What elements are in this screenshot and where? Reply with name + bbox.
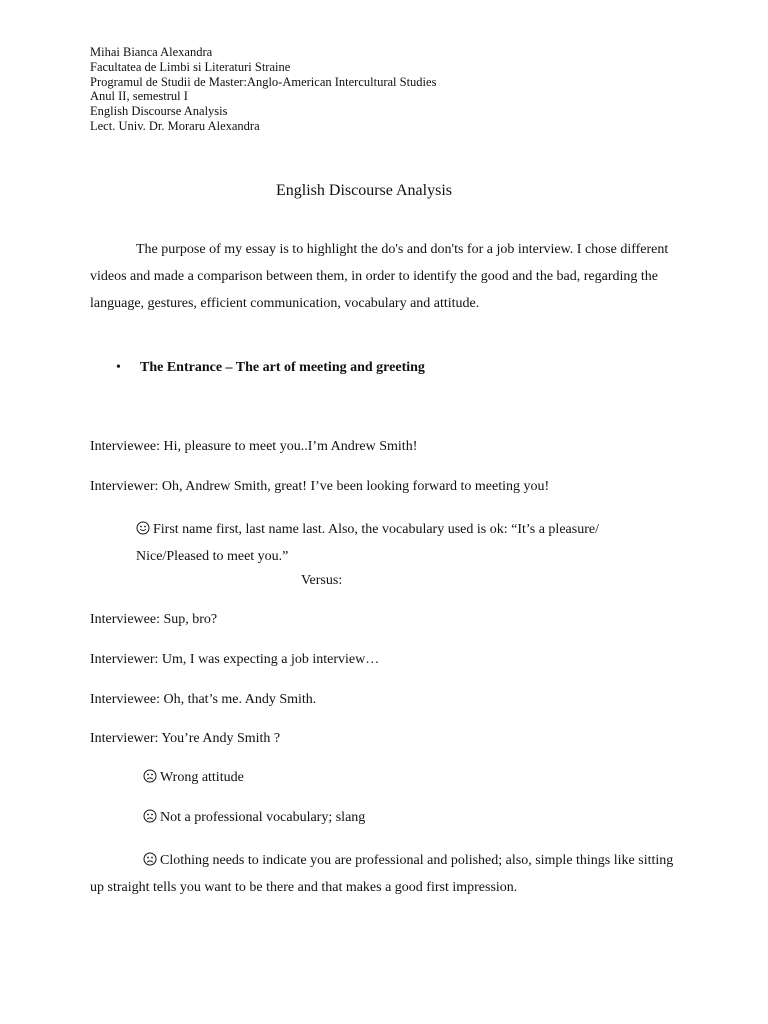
header-program: Programul de Studii de Master:Anglo-American Intercultural Studies (90, 74, 437, 89)
section-heading-text: The Entrance – The art of meeting and greeting (140, 360, 425, 375)
header-course: English Discourse Analysis (90, 104, 228, 119)
section-heading (116, 358, 425, 378)
sad-face-icon (143, 852, 157, 866)
header-author-name: Mihai Bianca Alexandra (90, 45, 213, 59)
dialogue-line: Interviewee: Hi, pleasure to meet you..I’m Andrew Smith! (90, 439, 418, 454)
bad-comment (90, 847, 690, 901)
intro-paragraph: The purpose of my essay is to highlight the do's and don'ts for a job interview. I chose different videos and made a comparison between them, in order to identify the good and the bad, regarding the language, gestures, efficient communication, vocabulary and attitude. (90, 242, 669, 311)
header-year-semester: Anul II, semestrul I (90, 89, 188, 104)
good-comment-text: First name first, last name last. Also, the vocabulary used is ok: “It’s a pleasure/ Nice/Pleased to meet you.” (136, 522, 599, 564)
sad-face-icon (143, 809, 157, 823)
bad-comment (143, 768, 244, 788)
smiley-face-icon (136, 521, 150, 535)
dialogue-line: Interviewee: Oh, that’s me. Andy Smith. (90, 692, 317, 707)
document-title: English Discourse Analysis (276, 182, 452, 199)
good-comment (136, 516, 656, 570)
header-lecturer: Lect. Univ. Dr. Moraru Alexandra (90, 118, 260, 133)
bad-comment (143, 808, 365, 828)
dialogue-line: Interviewer: Um, I was expecting a job interview… (90, 652, 380, 667)
bullet-icon: • (116, 360, 121, 375)
sad-face-icon (143, 769, 157, 783)
bad-comment-text: Clothing needs to indicate you are professional and polished; also, simple things like sitting up straight tells you want to be there and that makes a good first impression. (90, 853, 674, 895)
bad-comment-text: Not a professional vocabulary; slang (160, 810, 366, 825)
versus-label: Versus: (301, 573, 343, 588)
header-faculty: Facultatea de Limbi si Literaturi Straine (90, 59, 291, 74)
bad-comment-text: Wrong attitude (160, 770, 244, 785)
dialogue-line: Interviewer: You’re Andy Smith ? (90, 731, 281, 746)
dialogue-line: Interviewer: Oh, Andrew Smith, great! I’ve been looking forward to meeting you! (90, 479, 550, 494)
author-header (90, 45, 436, 134)
dialogue-line: Interviewee: Sup, bro? (90, 612, 218, 627)
